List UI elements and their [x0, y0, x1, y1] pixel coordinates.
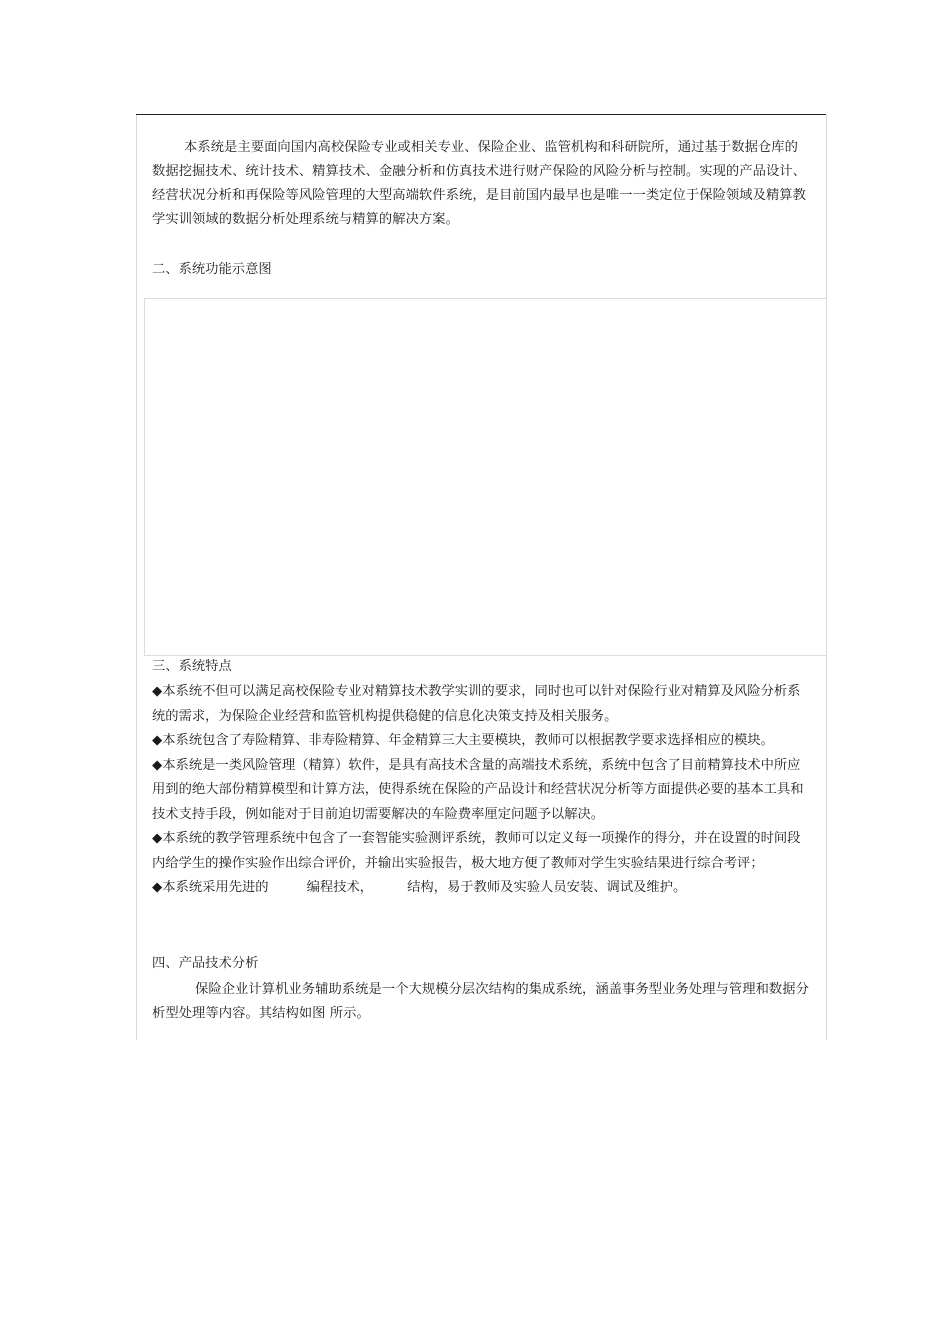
- feature-item: ◆本系统包含了寿险精算、非寿险精算、年金精算三大主要模块，教师可以根据教学要求选择相应的模块。: [152, 733, 774, 748]
- feature-item: ◆本系统是一类风险管理（精算）软件，是具有高技术含量的高端技术系统，系统中包含了目前精算技术中所应用到的绝大部份精算模型和计算方法，使得系统在保险的产品设计和经营状况分析等方面提供必要的基本工具和技术支持手段，例如能对于目前迫切需要解决的车险费率厘定问题予以解决。: [152, 757, 804, 822]
- section4-paragraph: 保险企业计算机业务辅助系统是一个大规模分层次结构的集成系统，涵盖事务型业务处理与管理和数据分析型处理等内容。其结构如图 所示。: [152, 982, 809, 1021]
- section2-heading: 二、系统功能示意图: [152, 262, 272, 277]
- section4-heading: 四、产品技术分析: [152, 956, 259, 971]
- feature5-part3: 结构，易于教师及实验人员安装、调试及维护。: [407, 880, 687, 895]
- feature5-part2: 编程技术，: [306, 880, 374, 895]
- feature-item: ◆本系统的教学管理系统中包含了一套智能实验测评系统，教师可以定义每一项操作的得分，并在设置的时间段内给学生的操作实验作出综合评价，并输出实验报告，极大地方便了教师对学生实验结果进行综合考评；: [152, 831, 801, 871]
- feature-list: [152, 680, 812, 901]
- intro-paragraph: 本系统是主要面向国内高校保险专业或相关专业、保险企业、监管机构和科研院所，通过基于数据仓库的数据挖掘技术、统计技术、精算技术、金融分析和仿真技术进行财产保险的风险分析与控制。实现的产品设计、经营状况分析和再保险等风险管理的大型高端软件系统，是目前国内最早也是唯一一类定位于保险领域及精算教学实训领域的数据分析处理系统与精算的解决方案。: [152, 140, 806, 227]
- section3-heading: 三、系统特点: [152, 659, 232, 674]
- feature-item: [152, 876, 812, 901]
- function-diagram-placeholder: [144, 298, 827, 656]
- feature-item: ◆本系统不但可以满足高校保险专业对精算技术教学实训的要求，同时也可以针对保险行业对精算及风险分析系统的需求，为保险企业经营和监管机构提供稳健的信息化决策支持及相关服务。: [152, 684, 801, 724]
- feature5-part1: ◆本系统采用先进的: [152, 880, 269, 895]
